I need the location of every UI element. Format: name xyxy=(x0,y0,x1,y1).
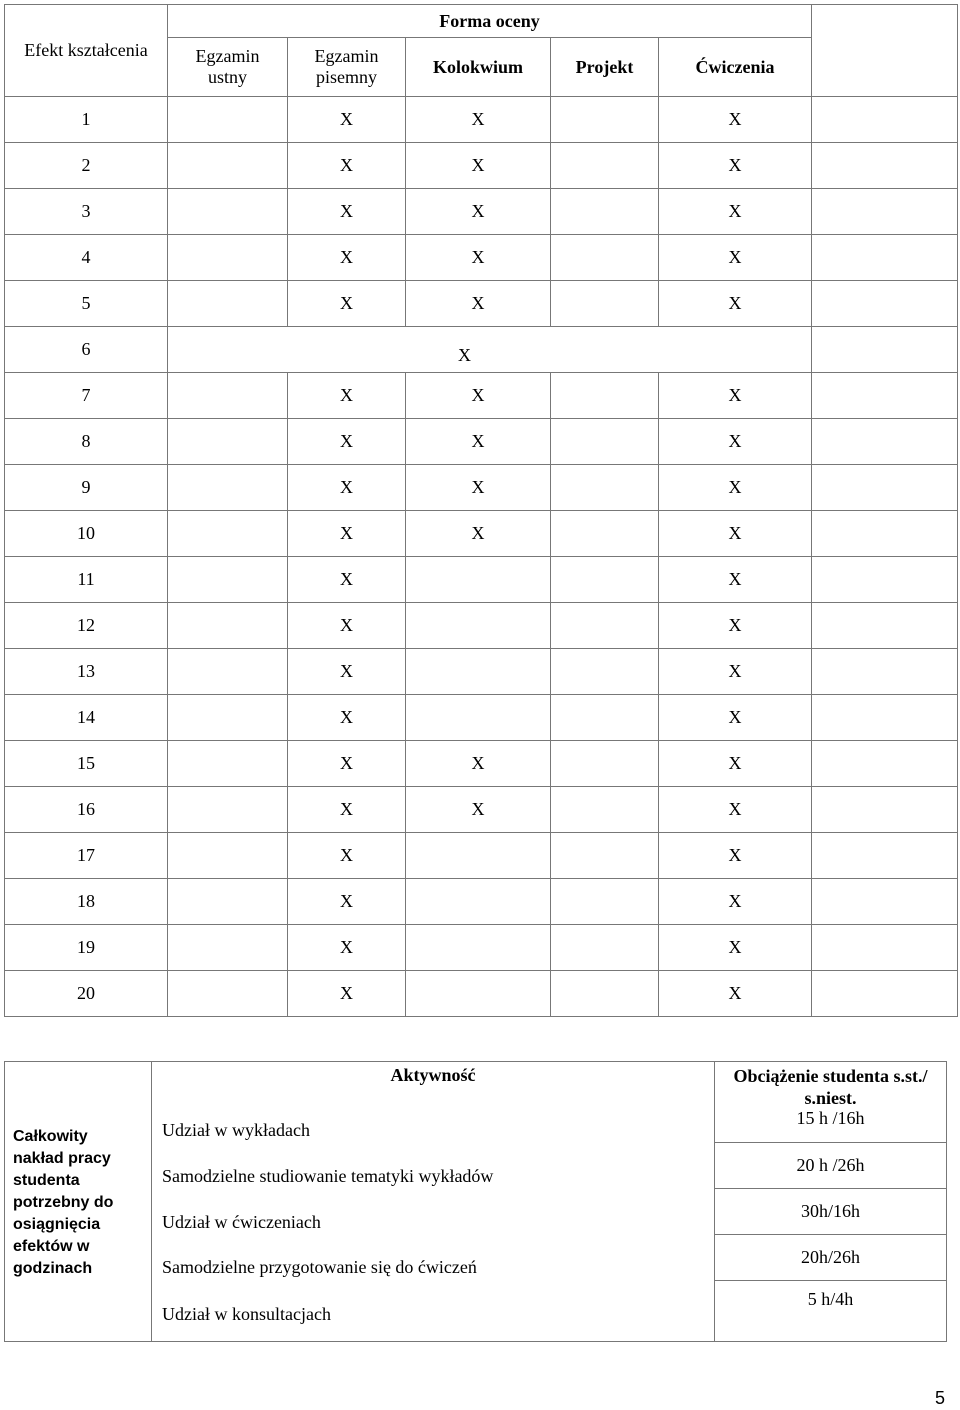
activity-item: Samodzielne studiowanie tematyki wykładów xyxy=(162,1166,494,1186)
mark-cell xyxy=(406,603,551,649)
effect-number: 20 xyxy=(5,971,168,1017)
table-row xyxy=(5,281,958,327)
workload-table xyxy=(4,1061,947,1342)
table-row xyxy=(5,649,958,695)
blank-cell xyxy=(812,327,958,373)
blank-cell xyxy=(812,741,958,787)
mark-cell xyxy=(551,189,659,235)
column-header-colloquium: Kolokwium xyxy=(406,38,551,97)
mark-cell: X xyxy=(288,281,406,327)
blank-cell xyxy=(812,143,958,189)
mark-cell xyxy=(551,143,659,189)
workload-label-line: potrzebny do xyxy=(13,1194,114,1211)
merged-mark-cell xyxy=(168,327,812,373)
mark-cell xyxy=(168,971,288,1017)
mark-cell: X xyxy=(288,925,406,971)
page-number: 5 xyxy=(935,1388,946,1408)
mark-cell: X xyxy=(406,235,551,281)
workload-label xyxy=(13,1126,145,1280)
mark-cell: X xyxy=(406,465,551,511)
blank-cell xyxy=(812,787,958,833)
activity-header: Aktywność xyxy=(390,1065,476,1085)
effect-number: 17 xyxy=(5,833,168,879)
mark-cell xyxy=(168,833,288,879)
mark: X xyxy=(458,345,471,365)
mark-cell xyxy=(168,695,288,741)
effect-number: 4 xyxy=(5,235,168,281)
mark-cell: X xyxy=(288,235,406,281)
column-header-oral-exam: Egzamin ustny xyxy=(168,38,288,97)
assessment-form-table xyxy=(4,4,958,1017)
load-header: Obciążenie studenta s.st./ s.niest. xyxy=(733,1066,928,1108)
mark-cell xyxy=(551,373,659,419)
mark-cell: X xyxy=(406,419,551,465)
column-header-written-exam: Egzamin pisemny xyxy=(288,38,406,97)
mark-cell: X xyxy=(659,419,812,465)
row-divider xyxy=(715,1142,946,1143)
mark-cell xyxy=(551,465,659,511)
effect-number: 12 xyxy=(5,603,168,649)
blank-cell xyxy=(812,281,958,327)
blank-cell xyxy=(812,833,958,879)
mark-cell xyxy=(406,695,551,741)
mark-cell: X xyxy=(659,695,812,741)
mark-cell xyxy=(551,557,659,603)
mark-cell xyxy=(551,879,659,925)
mark-cell xyxy=(168,649,288,695)
activity-item: Udział w wykładach xyxy=(162,1120,310,1140)
table-row xyxy=(5,143,958,189)
mark-cell xyxy=(551,281,659,327)
mark-cell xyxy=(551,419,659,465)
mark-cell xyxy=(406,833,551,879)
activity-item: Udział w ćwiczeniach xyxy=(162,1212,321,1232)
mark-cell: X xyxy=(659,649,812,695)
workload-label-line: efektów w xyxy=(13,1238,90,1255)
effect-number: 15 xyxy=(5,741,168,787)
table-row xyxy=(5,327,958,373)
blank-cell xyxy=(812,971,958,1017)
table-row xyxy=(5,97,958,143)
mark-cell xyxy=(551,649,659,695)
mark-cell xyxy=(551,833,659,879)
blank-cell xyxy=(812,603,958,649)
workload-label-line: studenta xyxy=(13,1172,80,1189)
mark-cell xyxy=(551,925,659,971)
mark-cell xyxy=(551,741,659,787)
mark-cell xyxy=(168,281,288,327)
mark-cell xyxy=(551,97,659,143)
mark-cell xyxy=(168,603,288,649)
load-value: 15 h /16h xyxy=(796,1108,865,1128)
mark-cell xyxy=(168,189,288,235)
mark-cell xyxy=(168,787,288,833)
mark-cell: X xyxy=(659,189,812,235)
activity-column xyxy=(152,1062,715,1341)
effect-number: 6 xyxy=(5,327,168,373)
mark-cell: X xyxy=(288,189,406,235)
workload-label-line: Całkowity xyxy=(13,1128,88,1145)
effect-number: 10 xyxy=(5,511,168,557)
mark-cell: X xyxy=(659,97,812,143)
blank-cell xyxy=(812,373,958,419)
mark-cell: X xyxy=(288,787,406,833)
effect-number: 9 xyxy=(5,465,168,511)
blank-cell xyxy=(812,879,958,925)
row-divider xyxy=(715,1280,946,1281)
form-header: Forma oceny xyxy=(168,5,812,38)
mark-cell: X xyxy=(288,971,406,1017)
table-row xyxy=(5,189,958,235)
blank-cell xyxy=(812,235,958,281)
workload-label-line: osiągnięcia xyxy=(13,1216,101,1233)
mark-cell: X xyxy=(288,557,406,603)
mark-cell xyxy=(551,787,659,833)
mark-cell: X xyxy=(288,419,406,465)
mark-cell: X xyxy=(288,649,406,695)
mark-cell: X xyxy=(659,143,812,189)
mark-cell: X xyxy=(406,511,551,557)
table-row xyxy=(5,373,958,419)
table-row xyxy=(5,603,958,649)
mark-cell: X xyxy=(659,879,812,925)
mark-cell xyxy=(406,649,551,695)
mark-cell xyxy=(168,741,288,787)
mark-cell: X xyxy=(288,695,406,741)
mark-cell xyxy=(168,143,288,189)
blank-cell xyxy=(812,695,958,741)
mark-cell: X xyxy=(288,97,406,143)
column-header-exercises: Ćwiczenia xyxy=(659,38,812,97)
effect-number: 13 xyxy=(5,649,168,695)
mark-cell: X xyxy=(406,143,551,189)
mark-cell: X xyxy=(659,833,812,879)
blank-cell xyxy=(812,557,958,603)
effect-number: 14 xyxy=(5,695,168,741)
effect-number: 7 xyxy=(5,373,168,419)
table-row xyxy=(5,235,958,281)
mark-cell xyxy=(168,373,288,419)
mark-cell xyxy=(168,235,288,281)
table-row xyxy=(5,879,958,925)
mark-cell: X xyxy=(288,741,406,787)
mark-cell xyxy=(168,465,288,511)
mark-cell xyxy=(168,557,288,603)
load-value: 5 h/4h xyxy=(807,1289,854,1309)
column-header-project: Projekt xyxy=(551,38,659,97)
table-row xyxy=(5,695,958,741)
mark-cell xyxy=(551,695,659,741)
mark-cell: X xyxy=(659,787,812,833)
blank-cell xyxy=(812,419,958,465)
table-row xyxy=(5,511,958,557)
load-column xyxy=(715,1062,946,1341)
effect-number: 19 xyxy=(5,925,168,971)
effect-number: 1 xyxy=(5,97,168,143)
load-value: 20h/26h xyxy=(800,1247,860,1267)
mark-cell: X xyxy=(406,97,551,143)
mark-cell: X xyxy=(406,787,551,833)
workload-label-line: nakład pracy xyxy=(13,1150,111,1167)
mark-cell xyxy=(168,97,288,143)
blank-cell xyxy=(812,925,958,971)
mark-cell xyxy=(406,879,551,925)
mark-cell xyxy=(168,511,288,557)
table-row xyxy=(5,971,958,1017)
effect-number: 16 xyxy=(5,787,168,833)
table-row xyxy=(5,557,958,603)
mark-cell: X xyxy=(406,189,551,235)
effect-number: 8 xyxy=(5,419,168,465)
mark-cell: X xyxy=(288,879,406,925)
mark-cell xyxy=(406,557,551,603)
mark-cell xyxy=(551,511,659,557)
blank-cell xyxy=(812,649,958,695)
workload-label-line: godzinach xyxy=(13,1260,93,1277)
mark-cell xyxy=(551,235,659,281)
mark-cell: X xyxy=(288,143,406,189)
mark-cell xyxy=(406,971,551,1017)
blank-cell xyxy=(812,465,958,511)
effect-number: 3 xyxy=(5,189,168,235)
mark-cell: X xyxy=(659,373,812,419)
mark-cell: X xyxy=(406,373,551,419)
mark-cell: X xyxy=(288,833,406,879)
mark-cell: X xyxy=(288,465,406,511)
mark-cell: X xyxy=(659,235,812,281)
mark-cell: X xyxy=(659,925,812,971)
mark-cell: X xyxy=(659,741,812,787)
mark-cell xyxy=(551,971,659,1017)
load-value: 30h/16h xyxy=(800,1201,860,1221)
blank-cell xyxy=(812,511,958,557)
mark-cell xyxy=(168,879,288,925)
effect-number: 5 xyxy=(5,281,168,327)
row-divider xyxy=(715,1188,946,1189)
mark-cell: X xyxy=(659,603,812,649)
table-row xyxy=(5,925,958,971)
mark-cell: X xyxy=(288,511,406,557)
mark-cell: X xyxy=(406,281,551,327)
mark-cell: X xyxy=(288,603,406,649)
load-value: 20 h /26h xyxy=(796,1155,865,1175)
table-row xyxy=(5,741,958,787)
mark-cell: X xyxy=(659,511,812,557)
effect-number: 18 xyxy=(5,879,168,925)
blank-cell xyxy=(812,97,958,143)
table-row xyxy=(5,465,958,511)
mark-cell: X xyxy=(406,741,551,787)
mark-cell: X xyxy=(659,281,812,327)
blank-cell xyxy=(812,189,958,235)
activity-item: Udział w konsultacjach xyxy=(162,1304,331,1324)
mark-cell xyxy=(168,419,288,465)
activity-item: Samodzielne przygotowanie się do ćwiczeń xyxy=(162,1257,477,1277)
workload-label-cell xyxy=(5,1062,152,1341)
mark-cell: X xyxy=(659,971,812,1017)
blank-header-cell-2 xyxy=(812,38,958,97)
mark-cell xyxy=(168,925,288,971)
mark-cell: X xyxy=(659,465,812,511)
row-divider xyxy=(715,1234,946,1235)
table-row xyxy=(5,419,958,465)
mark-cell xyxy=(551,603,659,649)
mark-cell xyxy=(406,925,551,971)
table-row xyxy=(5,833,958,879)
effect-column-header: Efekt kształcenia xyxy=(5,5,168,97)
effect-number: 2 xyxy=(5,143,168,189)
mark-cell: X xyxy=(659,557,812,603)
mark-cell: X xyxy=(288,373,406,419)
table-row xyxy=(5,787,958,833)
blank-header-cell xyxy=(812,5,958,38)
effect-number: 11 xyxy=(5,557,168,603)
